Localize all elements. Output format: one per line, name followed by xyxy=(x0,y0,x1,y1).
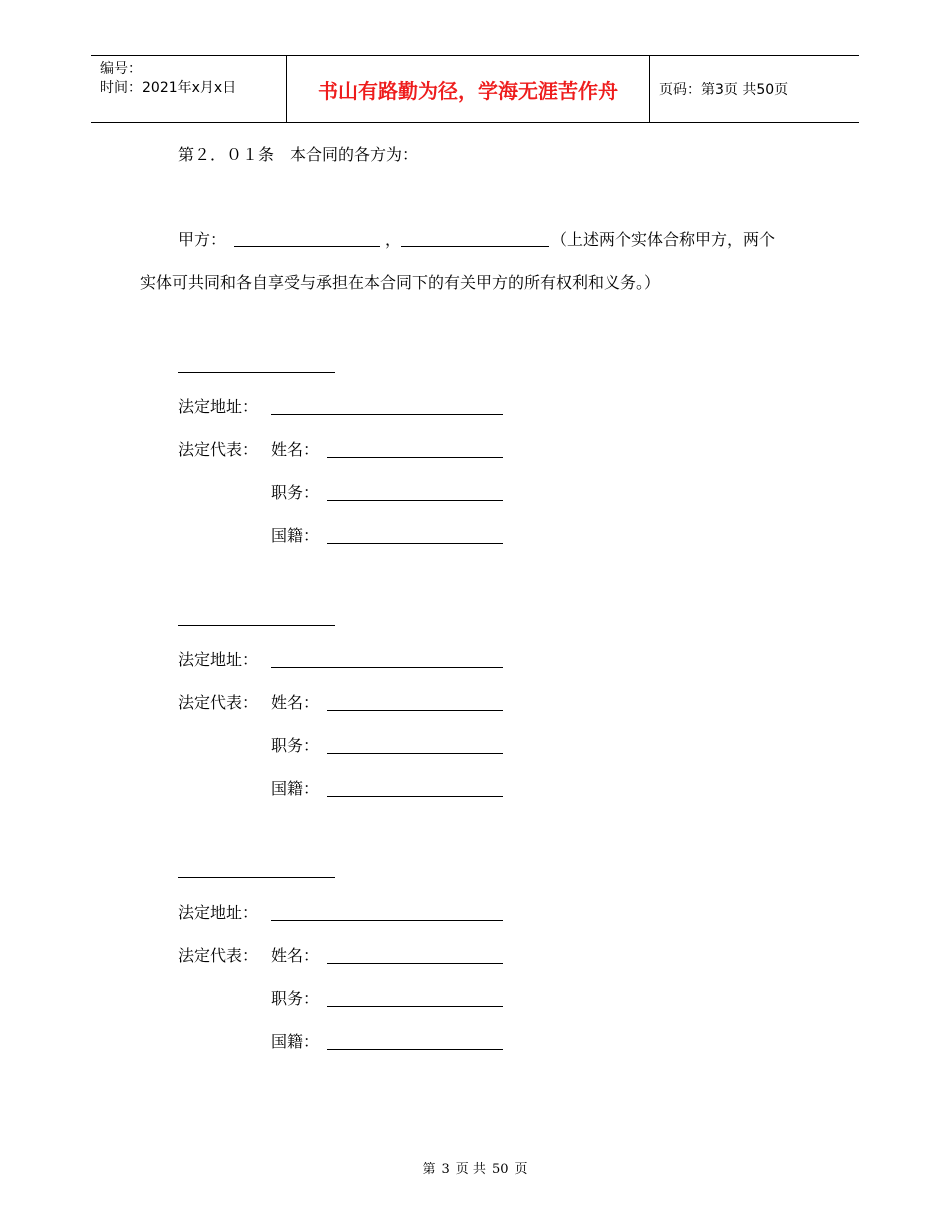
legal-address-label: 法定地址： xyxy=(178,650,259,669)
footer-suffix: 页 xyxy=(514,1162,528,1177)
representative-title-label: 职务： xyxy=(271,483,320,502)
representative-title-label: 职务： xyxy=(271,736,320,755)
representative-title-blank[interactable] xyxy=(327,753,503,754)
document-number-label: 编号： xyxy=(100,61,142,77)
legal-address-label: 法定地址： xyxy=(178,397,259,416)
entity-name-blank[interactable] xyxy=(178,877,335,878)
footer-current-page: 3 xyxy=(441,1162,450,1177)
footer-total-pages: 50 xyxy=(491,1162,509,1177)
representative-name-blank[interactable] xyxy=(327,963,503,964)
legal-representative-label: 法定代表： xyxy=(178,946,259,965)
entity-name-blank[interactable] xyxy=(178,372,335,373)
header-page-label: 页码：第3页 共50页 xyxy=(659,82,789,98)
article-heading: 第２．０１条 本合同的各方为： xyxy=(178,145,419,164)
representative-nationality-label: 国籍： xyxy=(271,779,320,798)
party-a-entity-1-blank[interactable] xyxy=(234,246,380,247)
legal-address-blank[interactable] xyxy=(271,920,503,921)
legal-representative-label: 法定代表： xyxy=(178,693,259,712)
party-a-label: 甲方： xyxy=(178,230,227,249)
representative-nationality-label: 国籍： xyxy=(271,526,320,545)
legal-address-blank[interactable] xyxy=(271,667,503,668)
representative-name-label: 姓名： xyxy=(271,946,320,965)
representative-nationality-label: 国籍： xyxy=(271,1032,320,1051)
footer-middle: 页 共 xyxy=(455,1162,486,1177)
document-time-label: 时间：2021年x月x日 xyxy=(100,80,237,96)
header-meta xyxy=(100,60,236,98)
representative-title-label: 职务： xyxy=(271,989,320,1008)
legal-address-blank[interactable] xyxy=(271,414,503,415)
header-divider xyxy=(649,56,650,122)
representative-nationality-blank[interactable] xyxy=(327,1049,503,1050)
party-a-entity-2-blank[interactable] xyxy=(401,246,549,247)
page-header xyxy=(91,55,859,123)
representative-nationality-blank[interactable] xyxy=(327,796,503,797)
representative-title-blank[interactable] xyxy=(327,500,503,501)
legal-address-label: 法定地址： xyxy=(178,903,259,922)
representative-name-label: 姓名： xyxy=(271,693,320,712)
header-motto: 书山有路勤为径，学海无涯苦作舟 xyxy=(318,78,618,103)
legal-representative-label: 法定代表： xyxy=(178,440,259,459)
representative-name-label: 姓名： xyxy=(271,440,320,459)
footer-prefix: 第 xyxy=(422,1162,436,1177)
party-a-note-line1: （上述两个实体合称甲方，两个 xyxy=(551,230,776,249)
representative-name-blank[interactable] xyxy=(327,710,503,711)
representative-nationality-blank[interactable] xyxy=(327,543,503,544)
representative-name-blank[interactable] xyxy=(327,457,503,458)
entity-name-blank[interactable] xyxy=(178,625,335,626)
party-a-note-line2: 实体可共同和各自享受与承担在本合同下的有关甲方的所有权利和义务。） xyxy=(140,273,661,292)
page-footer xyxy=(0,1158,950,1177)
party-a-comma: ， xyxy=(385,230,402,249)
representative-title-blank[interactable] xyxy=(327,1006,503,1007)
